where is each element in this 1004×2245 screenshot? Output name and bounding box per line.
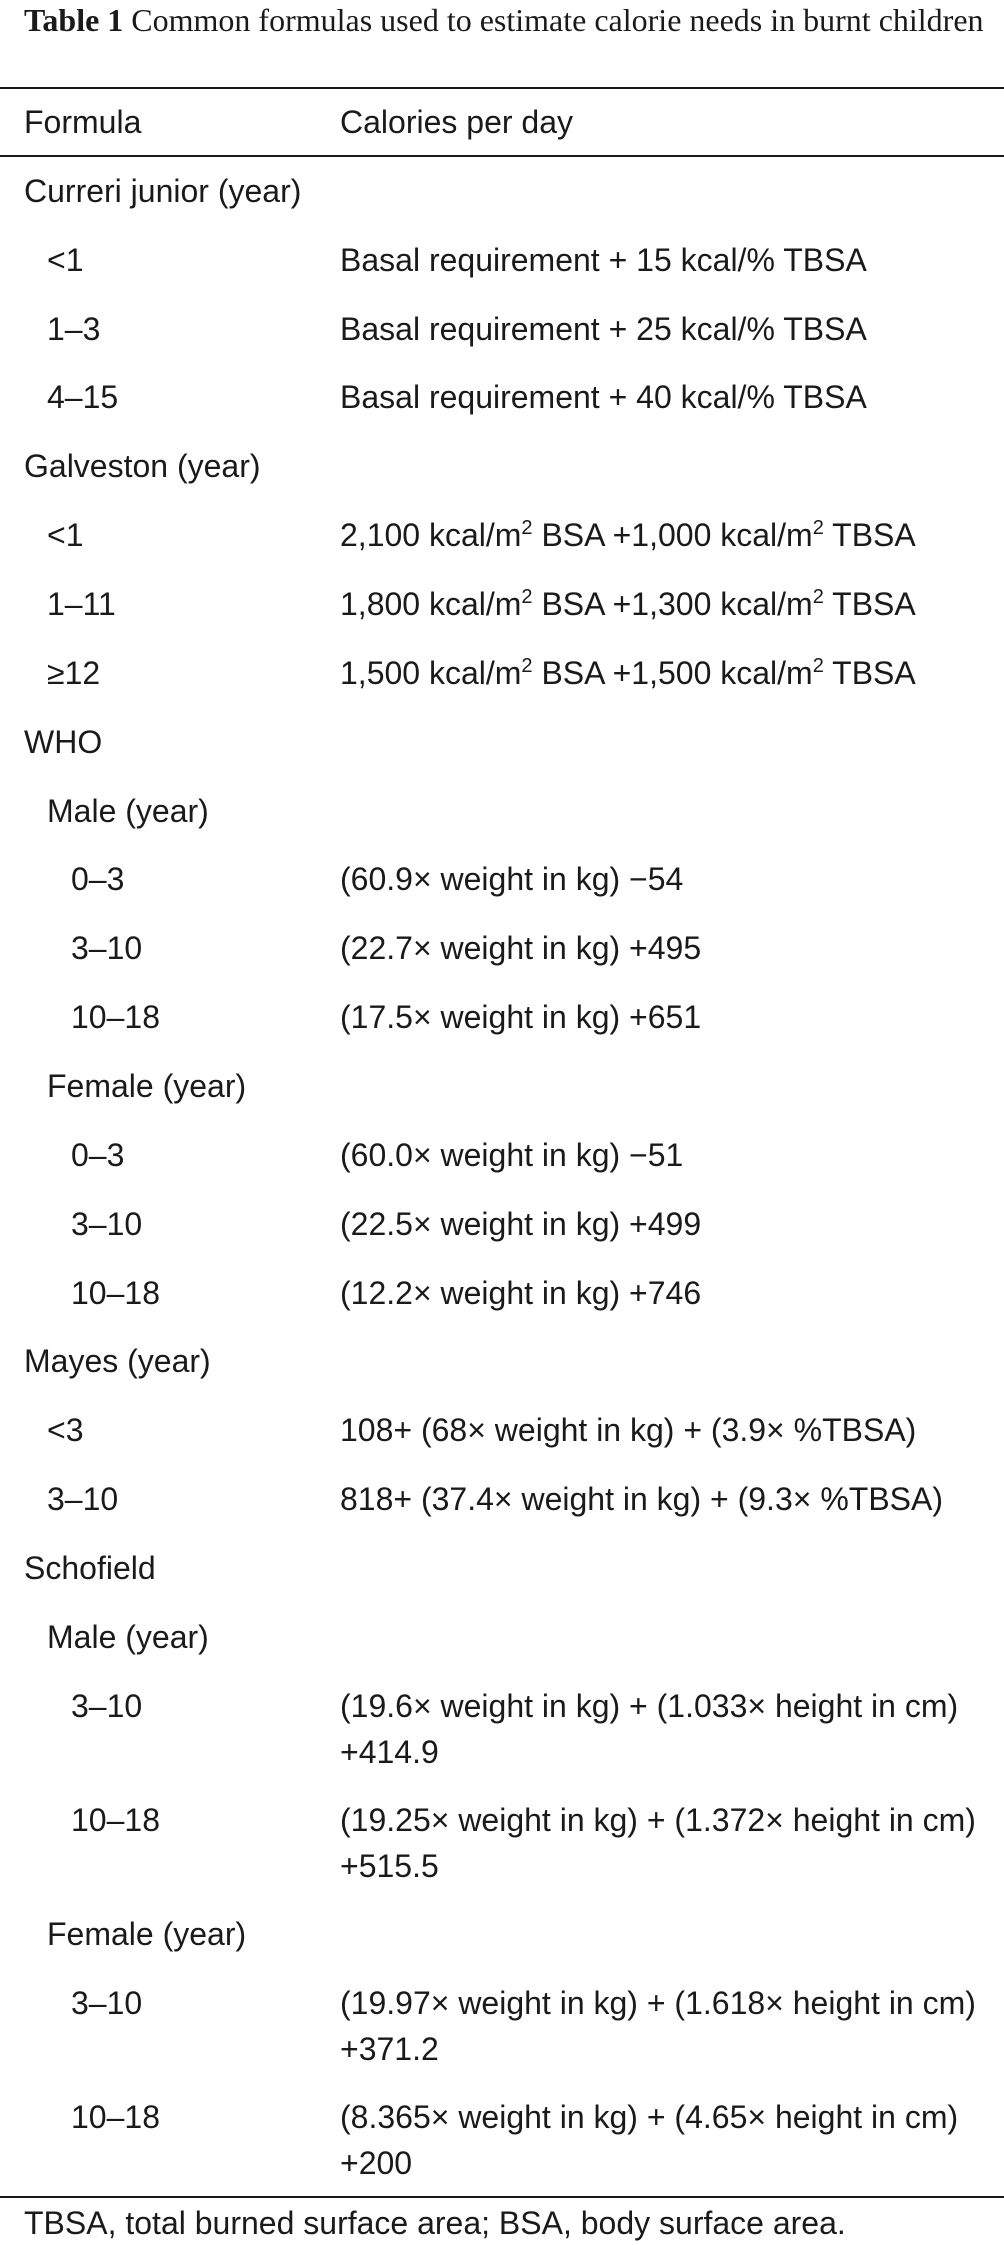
row-formula: 0–3 <box>71 1137 125 1173</box>
row-calories: (19.97× weight in kg) + (1.618× height in cm) +371.2 <box>340 1985 976 2067</box>
row-formula: 3–10 <box>71 1206 143 1242</box>
row-formula: Female (year) <box>47 1916 247 1952</box>
row-calories: Basal requirement + 25 kcal/% TBSA <box>340 311 867 347</box>
table-caption-text: Common formulas used to estimate calorie needs in burnt children <box>123 2 984 38</box>
row-formula: 4–15 <box>47 379 119 415</box>
row-formula: 3–10 <box>71 1688 143 1724</box>
bottom-rule <box>0 2196 1004 2198</box>
row-calories: 818+ (37.4× weight in kg) + (9.3× %TBSA) <box>340 1481 943 1517</box>
row-formula: Female (year) <box>47 1068 247 1104</box>
row-calories: (8.365× weight in kg) + (4.65× height in cm) +200 <box>340 2099 959 2181</box>
row-calories: (12.2× weight in kg) +746 <box>340 1275 702 1311</box>
row-calories: 1,800 kcal/$m^2$ BSA +1,300 kcal/$m^2$ TBSA <box>340 586 916 622</box>
row-formula: Schofield <box>24 1550 156 1586</box>
row-calories: Basal requirement + 40 kcal/% TBSA <box>340 379 867 415</box>
row-formula: Galveston (year) <box>24 448 261 484</box>
row-calories: (19.6× weight in kg) + (1.033× height in cm) +414.9 <box>340 1688 959 1770</box>
row-calories: 2,100 kcal/$m^2$ BSA +1,000 kcal/$m^2$ TBSA <box>340 517 916 553</box>
row-formula: Male (year) <box>47 1619 209 1655</box>
row-calories: (22.5× weight in kg) +499 <box>340 1206 702 1242</box>
top-rule <box>0 87 1004 89</box>
header-rule <box>0 155 1004 157</box>
row-calories: 108+ (68× weight in kg) + (3.9× %TBSA) <box>340 1412 917 1448</box>
table-footnote: TBSA, total burned surface area; BSA, body surface area. <box>24 2205 846 2241</box>
row-formula: 10–18 <box>71 2099 160 2135</box>
row-calories: Basal requirement + 15 kcal/% TBSA <box>340 242 867 278</box>
row-formula: WHO <box>24 724 103 760</box>
row-calories: (19.25× weight in kg) + (1.372× height in cm) +515.5 <box>340 1802 976 1884</box>
header-calories: Calories per day <box>340 104 573 140</box>
row-calories: (60.0× weight in kg) −51 <box>340 1137 684 1173</box>
row-calories: (60.9× weight in kg) −54 <box>340 861 684 897</box>
row-formula: ≥12 <box>47 655 101 691</box>
row-formula: 10–18 <box>71 1275 160 1311</box>
table-caption-label: Table 1 <box>24 2 124 38</box>
row-formula: <1 <box>47 242 84 278</box>
row-formula: <3 <box>47 1412 84 1448</box>
row-calories: 1,500 kcal/$m^2$ BSA +1,500 kcal/$m^2$ TBSA <box>340 655 916 691</box>
row-calories: (22.7× weight in kg) +495 <box>340 930 702 966</box>
row-formula: <1 <box>47 517 84 553</box>
row-formula: 3–10 <box>71 1985 143 2021</box>
row-formula: 1–11 <box>47 586 116 622</box>
header-formula: Formula <box>24 104 142 140</box>
row-formula: Male (year) <box>47 793 209 829</box>
row-formula: 0–3 <box>71 861 125 897</box>
row-formula: 3–10 <box>47 1481 119 1517</box>
row-formula: 1–3 <box>47 311 101 347</box>
row-formula: 10–18 <box>71 1802 160 1838</box>
row-formula: 10–18 <box>71 999 160 1035</box>
row-formula: 3–10 <box>71 930 143 966</box>
table-caption <box>24 0 994 40</box>
row-formula: Curreri junior (year) <box>24 173 302 209</box>
row-calories: (17.5× weight in kg) +651 <box>340 999 702 1035</box>
row-formula: Mayes (year) <box>24 1343 211 1379</box>
